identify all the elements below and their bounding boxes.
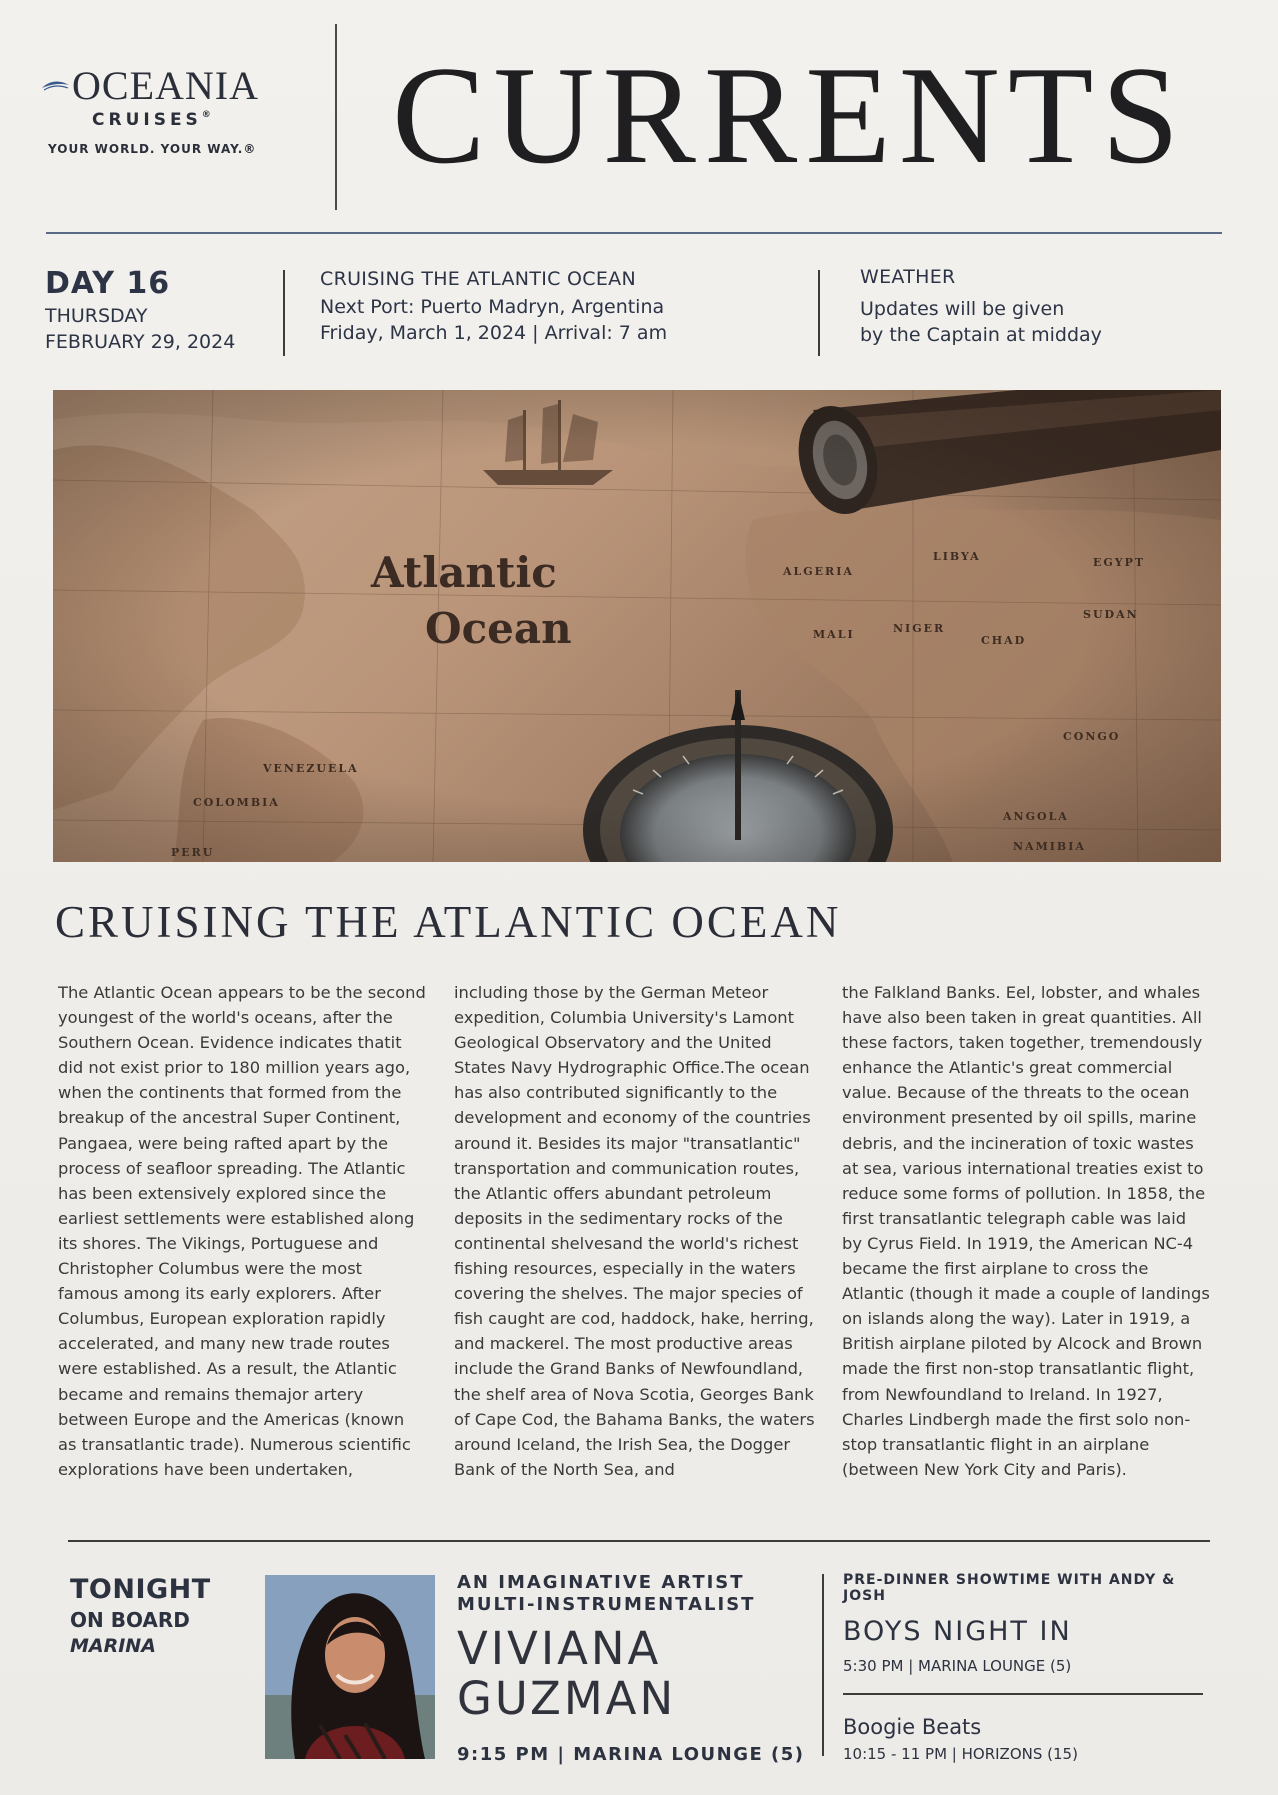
- artist-block: [457, 1572, 807, 1765]
- article-column-1: [58, 980, 426, 1482]
- ship-name: MARINA: [70, 1635, 156, 1657]
- day-number: DAY 16: [45, 266, 171, 301]
- map-label: PERU: [171, 846, 215, 859]
- map-label: CONGO: [1063, 730, 1121, 743]
- arrival: Friday, March 1, 2024 | Arrival: 7 am: [320, 322, 668, 344]
- event1-kicker: PRE-DINNER SHOWTIME WITH ANDY & JOSH: [843, 1572, 1176, 1604]
- map-label: SUDAN: [1083, 608, 1139, 621]
- hero-map-image: [53, 390, 1221, 862]
- map-label: ANGOLA: [1003, 810, 1069, 823]
- artist-first-name: VIVIANA: [457, 1622, 662, 1675]
- article-column-3: [842, 980, 1210, 1482]
- article-text: the Falkland Banks. Eel, lobster, and whales have also been taken in great quantities. All these factors, taken together, tremendously enhance the Atlantic's great commercial value. Because of the threats to the ocean environment presented by oil spills, marine debris, and the incineration of toxic wastes at sea, various international treaties exist to reduce some forms of pollution. In 1858, the first transatlantic telegraph cable was laid by Cyrus Field. In 1919, the American NC-4 became the first airplane to cross the Atlantic (though it made a couple of landings on islands along the way). Later in 1919, a British airplane piloted by Alcock and Brown made the first non-stop transatlantic flight, from Newfoundland to Ireland. In 1927, Charles Lindbergh made the first solo non-stop transatlantic flight in an airplane (between New York City and Paris).: [842, 983, 1210, 1479]
- brand-tagline: YOUR WORLD. YOUR WAY.®: [48, 142, 257, 156]
- article-text: The Atlantic Ocean appears to be the second youngest of the world's oceans, after the Southern Ocean. Evidence indicates thatit did not exist prior to 180 million years ago, when the continents that formed from the breakup of the ancestral Super Continent, Pangaea, were being rafted apart by the process of seafloor spreading. The Atlantic has been extensively explored since the earliest settlements were established along its shores. The Vikings, Portuguese and Christopher Columbus were the most famous among its early explorers. After Columbus, European exploration rapidly accelerated, and many new trade routes were established. As a result, the Atlantic became and remains themajor artery between Europe and the Americas (known as transatlantic trade). Numerous scientific explorations have been undertaken,: [58, 983, 426, 1479]
- newsletter-title: CURRENTS: [392, 38, 1188, 193]
- masthead-divider: [335, 24, 337, 210]
- map-label: LIBYA: [933, 550, 981, 563]
- artist-kicker-2: MULTI-INSTRUMENTALIST: [457, 1594, 756, 1615]
- weather-line-1: Updates will be given: [860, 298, 1065, 320]
- swoosh-icon: [40, 76, 70, 96]
- event1-title: BOYS NIGHT IN: [843, 1616, 1072, 1647]
- map-title-line-1: Atlantic: [371, 548, 557, 597]
- event2-meta: 10:15 - 11 PM | HORIZONS (15): [843, 1745, 1078, 1763]
- map-label: COLOMBIA: [193, 796, 280, 809]
- event1-meta: 5:30 PM | MARINA LOUNGE (5): [843, 1657, 1072, 1675]
- map-label: ALGERIA: [783, 565, 854, 578]
- artist-showtime: 9:15 PM | MARINA LOUNGE (5): [457, 1744, 805, 1765]
- map-label: NAMIBIA: [1013, 840, 1086, 853]
- oceania-logo: [40, 63, 290, 156]
- events-divider: [822, 1574, 824, 1756]
- map-label: EGYPT: [1093, 556, 1146, 569]
- event2-title: Boogie Beats: [843, 1715, 982, 1739]
- events-block: [843, 1572, 1223, 1763]
- portrait-illustration: [265, 1575, 435, 1759]
- tonight-block: [70, 1574, 211, 1657]
- weather-info: [860, 266, 1200, 346]
- brand-subtitle: CRUISES®: [92, 110, 215, 130]
- weekday: THURSDAY: [45, 305, 148, 327]
- date: FEBRUARY 29, 2024: [45, 331, 236, 353]
- article-headline: CRUISING THE ATLANTIC OCEAN: [55, 897, 842, 947]
- artist-last-name: GUZMAN: [457, 1672, 677, 1725]
- article-text: including those by the German Meteor expedition, Columbia University's Lamont Geological Observatory and the United States Navy Hydrographic Office.The ocean has also contributed significantly to the development and economy of the countries around it. Besides its major "transatlantic" transportation and communication routes, the Atlantic offers abundant petroleum deposits in the sedimentary rocks of the continental shelvesand the world's richest fishing resources, especially in the waters covering the shelves. The major species of fish caught are cod, haddock, hake, herring, and mackerel. The most productive areas include the Grand Banks of Newfoundland, the shelf area of Nova Scotia, Georges Bank of Cape Cod, the Bahama Banks, the waters around Iceland, the Irish Sea, the Dogger Bank of the North Sea, and: [454, 983, 815, 1479]
- map-label: VENEZUELA: [263, 762, 359, 775]
- next-port: Next Port: Puerto Madryn, Argentina: [320, 296, 665, 318]
- cruise-info: [320, 268, 800, 344]
- weather-line-2: by the Captain at midday: [860, 324, 1102, 346]
- info-divider-2: [818, 270, 820, 356]
- day-block: [45, 266, 275, 353]
- artist-kicker-1: AN IMAGINATIVE ARTIST: [457, 1572, 745, 1593]
- map-label: NIGER: [893, 622, 946, 635]
- events-separator: [843, 1693, 1203, 1695]
- tonight-label: TONIGHT: [70, 1574, 211, 1605]
- brand-name: OCEANIA: [72, 63, 259, 108]
- cruise-heading: CRUISING THE ATLANTIC OCEAN: [320, 268, 636, 290]
- article-column-2: [454, 980, 822, 1482]
- top-rule: [46, 232, 1222, 234]
- weather-heading: WEATHER: [860, 266, 956, 288]
- map-label: MALI: [813, 628, 855, 641]
- info-divider-1: [283, 270, 285, 356]
- map-illustration: [53, 390, 1221, 862]
- artist-portrait: [265, 1575, 435, 1759]
- map-label: CHAD: [981, 634, 1027, 647]
- on-board-label: ON BOARD: [70, 1608, 190, 1632]
- map-title-line-2: Ocean: [425, 604, 572, 653]
- bottom-rule: [68, 1540, 1210, 1542]
